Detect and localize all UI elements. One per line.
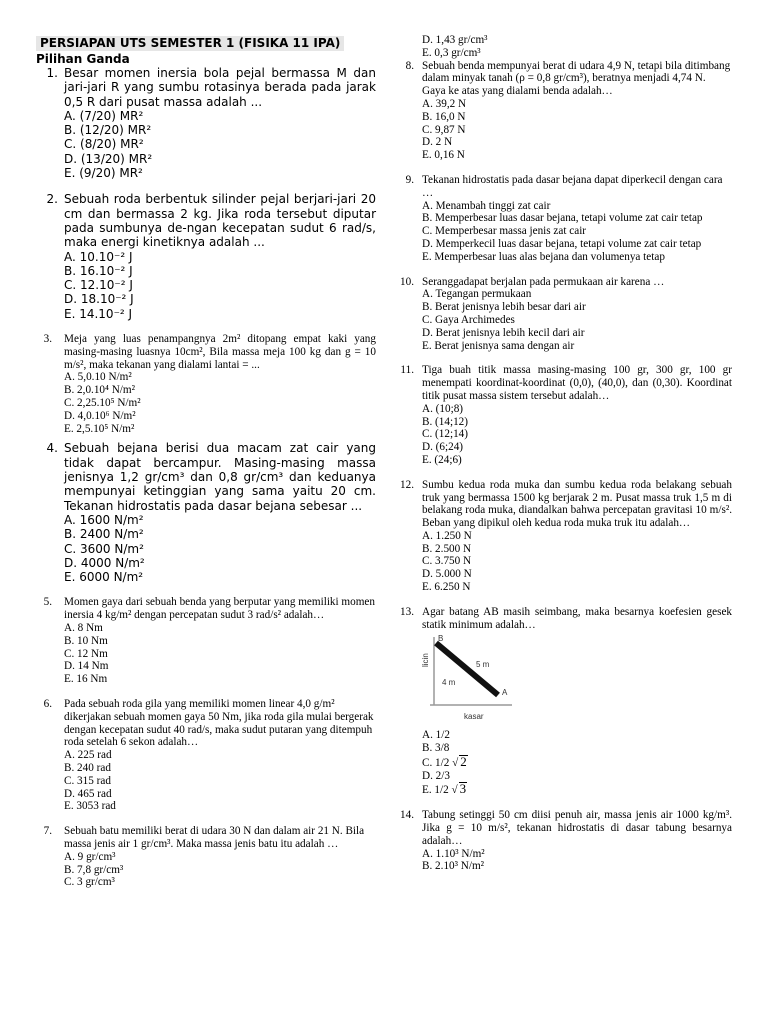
option-e[interactable]: E. Berat jenisnya sama dengan air: [422, 339, 575, 352]
option-b[interactable]: B. 2.10³ N/m²: [422, 860, 485, 873]
option-e[interactable]: [422, 782, 732, 797]
option-d[interactable]: D. 18.10⁻² J: [64, 292, 134, 307]
option-a[interactable]: A. 5,0.10 N/m²: [64, 371, 132, 384]
option-a[interactable]: A. 1.10³ N/m²: [422, 847, 485, 860]
question-number: 8.: [405, 59, 414, 72]
question-number: 13.: [400, 605, 414, 618]
right-column: [398, 34, 732, 873]
options: [422, 848, 732, 874]
question-7: [36, 825, 376, 889]
question-number: 12.: [400, 478, 414, 491]
options: [64, 109, 376, 180]
option-c[interactable]: C. (12;14): [422, 428, 468, 441]
option-a[interactable]: A. 39,2 N: [422, 97, 467, 110]
option-b[interactable]: B. 10 Nm: [64, 634, 108, 647]
question-number: 2.: [46, 192, 58, 207]
option-c[interactable]: C. 9,87 N: [422, 123, 466, 136]
option-b[interactable]: B. 7,8 gr/cm³: [64, 863, 124, 876]
option-d[interactable]: D. 14 Nm: [64, 660, 109, 673]
question-number: 9.: [405, 173, 414, 186]
option-a[interactable]: A. Menambah tinggi zat cair: [422, 199, 551, 212]
question-text: Besar momen inersia bola pejal bermassa M dan jari-jari R yang sumbu rotasinya berada pada jarak 0,5 R dari pusat massa adalah ...: [64, 66, 376, 109]
question-4: [36, 441, 376, 584]
floor-label: kasar: [464, 712, 484, 722]
question-14: [398, 809, 732, 873]
option-c[interactable]: C. 3600 N/m²: [64, 541, 144, 556]
length-5m-label: 5 m: [476, 660, 490, 670]
options: [422, 729, 732, 797]
option-c[interactable]: C. Memperbesar massa jenis zat cair: [422, 225, 587, 238]
question-text: Agar batang AB masih seimbang, maka besarnya koefesien gesek statik minimum adalah…: [422, 605, 732, 631]
option-c[interactable]: C. 3 gr/cm³: [64, 876, 115, 889]
question-text: Meja yang luas penampangnya 2m² ditopang empat kaki yang masing-masing luasnya 10cm², Bila massa meja 100 kg dan g = 10 m/s², maka tekanan yang dialami lantai = ...: [64, 333, 376, 371]
sqrt-icon: √: [452, 756, 459, 769]
ladder-diagram: [420, 633, 520, 725]
options: [64, 513, 376, 584]
question-number: 5.: [43, 596, 52, 609]
option-c[interactable]: [422, 755, 732, 770]
option-b[interactable]: B. 16.10⁻² J: [64, 263, 133, 278]
question-text: Pada sebuah roda gila yang memiliki momen linear 4,0 g/m² dikerjakan sebuah momen gaya 50 Nm, jika roda gila mulai bergerak dengan kecepatan sudut 40 rad/s, maka sudut putaran yang ditempuh roda setelah 6 sekon adalah…: [64, 697, 374, 749]
option-c[interactable]: C. (8/20) MR²: [64, 137, 144, 152]
length-4m-label: 4 m: [442, 678, 456, 688]
question-5: [36, 596, 376, 686]
option-a[interactable]: A. 1600 N/m²: [64, 512, 144, 527]
question-number: 1.: [46, 66, 58, 80]
option-b[interactable]: B. Memperbesar luas dasar bejana, tetapi volume zat cair tetap: [422, 212, 703, 225]
option-b[interactable]: B. (14;12): [422, 415, 468, 428]
option-e[interactable]: E. Memperbesar luas alas bejana dan volumenya tetap: [422, 250, 665, 263]
sqrt-value: 2: [460, 753, 467, 769]
option-e[interactable]: E. 6.250 N: [422, 581, 471, 594]
options: [422, 288, 732, 352]
options: [64, 622, 376, 686]
question-1: [36, 66, 376, 180]
option-e[interactable]: E. 0,3 gr/cm³: [422, 46, 481, 59]
question-text: Tekanan hidrostatis pada dasar bejana dapat diperkecil dengan cara …: [422, 173, 723, 199]
question-11: [398, 364, 732, 466]
option-d[interactable]: D. 1,43 gr/cm³: [422, 34, 488, 46]
option-b[interactable]: B. 2400 N/m²: [64, 527, 144, 542]
option-d[interactable]: D. Memperkecil luas dasar bejana, tetapi volume zat cair tetap: [422, 237, 702, 250]
options: [64, 250, 376, 321]
option-c[interactable]: C. Gaya Archimedes: [422, 313, 515, 326]
option-c[interactable]: C. 2,25.10⁵ N/m²: [64, 397, 141, 410]
option-a[interactable]: A. 10.10⁻² J: [64, 249, 133, 264]
question-number: 14.: [400, 809, 414, 822]
question-number: 4.: [46, 441, 58, 456]
option-d[interactable]: D. 5.000 N: [422, 568, 472, 581]
page-title: PERSIAPAN UTS SEMESTER 1 (FISIKA 11 IPA): [36, 36, 344, 51]
option-a[interactable]: A. 1/2: [422, 729, 450, 742]
question-text: Sebuah batu memiliki berat di udara 30 N dan dalam air 21 N. Bila massa jenis air 1 gr/cm³. Maka massa jenis batu itu adalah …: [64, 825, 365, 850]
question-text: Tiga buah titik massa masing-masing 100 gr, 300 gr, 100 gr menempati koordinat-koordinat (0,0), (40,0), dan (0,30). Koordinat titik pusat massa sistem tersebut adalah…: [422, 364, 732, 402]
options: [64, 851, 376, 889]
option-e[interactable]: E. 6000 N/m²: [64, 570, 144, 585]
option-e[interactable]: E. 0,16 N: [422, 149, 465, 162]
point-b-label: B: [438, 634, 444, 644]
section-title: Pilihan Ganda: [36, 52, 130, 66]
option-c[interactable]: C. 3.750 N: [422, 555, 472, 568]
sqrt-value: 3: [459, 781, 467, 797]
option-a[interactable]: A. 9 gr/cm³: [64, 850, 116, 863]
question-text: Momen gaya dari sebuah benda yang berputar yang memiliki momen inersia 4 kg/m² dengan percepatan sudut 3 rad/s² adalah…: [64, 596, 375, 622]
option-e[interactable]: E. 16 Nm: [64, 673, 108, 686]
question-number: 6.: [43, 697, 52, 710]
question-text: Sebuah bejana berisi dua macam zat cair yang tidak dapat bercampur. Masing-masing massa jenisnya 1,2 gr/cm³ dan 0,8 gr/cm³ dan keduanya mempunyai ketinggian yang sama yaitu 20 cm. Tekanan hidrostatis pada dasar bejana sebesar ...: [64, 441, 376, 513]
options: [422, 530, 732, 594]
option-a[interactable]: A. 8 Nm: [64, 621, 103, 634]
option-e[interactable]: E. (9/20) MR²: [64, 166, 143, 181]
option-d[interactable]: D. Berat jenisnya lebih kecil dari air: [422, 326, 585, 339]
option-d[interactable]: D. 2 N: [422, 136, 453, 149]
question-text: Sebuah benda mempunyai berat di udara 4,9 N, tetapi bila ditimbang dalam minyak tanah (ρ = 0,8 gr/cm³), beratnya menjadi 4,74 N. Gaya ke atas yang dialami benda adalah…: [422, 59, 731, 98]
left-column: [36, 34, 376, 889]
question-13: [398, 606, 732, 797]
question-8: [398, 60, 732, 162]
continued-options: [422, 34, 732, 60]
question-text: Seranggadapat berjalan pada permukaan air karena …: [422, 275, 665, 288]
option-e[interactable]: E. (24;6): [422, 453, 462, 466]
wall-label: licin: [421, 653, 430, 668]
option-e[interactable]: E. 14.10⁻² J: [64, 306, 133, 321]
option-b[interactable]: B. (12/20) MR²: [64, 123, 152, 138]
options: [64, 371, 376, 435]
option-a[interactable]: A. 225 rad: [64, 749, 112, 762]
option-a[interactable]: A. 1.250 N: [422, 529, 472, 542]
option-d[interactable]: D. 465 rad: [64, 787, 112, 800]
option-a[interactable]: A. Tegangan permukaan: [422, 288, 532, 301]
option-e[interactable]: E. 2,5.10⁵ N/m²: [64, 422, 135, 435]
question-9: [398, 174, 732, 264]
question-text: Sumbu kedua roda muka dan sumbu kedua roda belakang sebuah truk yang bermassa 1500 kg berjarak 2 m. Pusat massa truk 1,5 m di belakang roda muka, diandalkan bahwa percepatan gravitasi 10 m/s². Beban yang dipikul oleh kedua roda muka truk itu adalah…: [422, 478, 732, 530]
question-12: [398, 479, 732, 594]
option-b[interactable]: B. 2,0.10⁴ N/m²: [64, 384, 135, 397]
question-6: [36, 698, 376, 813]
options: [64, 749, 376, 813]
option-e-text: E. 1/2: [422, 784, 449, 797]
option-b[interactable]: B. 2.500 N: [422, 542, 472, 555]
option-e[interactable]: E. 3053 rad: [64, 800, 116, 813]
question-3: [36, 333, 376, 435]
sqrt-icon: √: [451, 784, 458, 797]
option-a[interactable]: A. (7/20) MR²: [64, 108, 144, 123]
question-number: 10.: [400, 275, 414, 288]
question-number: 7.: [43, 825, 52, 838]
options: [422, 200, 732, 264]
option-b[interactable]: B. 16,0 N: [422, 110, 466, 123]
question-text: Sebuah roda berbentuk silinder pejal berjari-jari 20 cm dan bermassa 2 kg. Jika roda tersebut diputar pada sumbunya de-ngan kecepatan sudut 6 rad/s, maka energi kinetiknya adalah ...: [64, 192, 376, 250]
options: [422, 98, 732, 162]
option-a[interactable]: A. (10;8): [422, 402, 464, 415]
question-text: Tabung setinggi 50 cm diisi penuh air, massa jenis air 1000 kg/m³. Jika g = 10 m/s², tekanan hidrostatis di dasar tabung besarnya adalah…: [422, 809, 732, 847]
option-c[interactable]: C. 12.10⁻² J: [64, 278, 133, 293]
option-d[interactable]: D. (13/20) MR²: [64, 151, 153, 166]
question-10: [398, 276, 732, 353]
option-b[interactable]: B. Berat jenisnya lebih besar dari air: [422, 301, 586, 314]
point-a-label: A: [502, 688, 508, 698]
question-2: [36, 192, 376, 321]
option-c[interactable]: C. 12 Nm: [64, 647, 108, 660]
option-b[interactable]: B. 240 rad: [64, 761, 111, 774]
options: [422, 403, 732, 467]
option-c[interactable]: C. 315 rad: [64, 774, 111, 787]
option-b[interactable]: B. 3/8: [422, 742, 450, 755]
question-number: 11.: [400, 364, 414, 377]
option-d[interactable]: D. (6;24): [422, 441, 464, 454]
option-c-text: C. 1/2: [422, 756, 450, 769]
option-d[interactable]: D. 2/3: [422, 769, 450, 782]
option-d[interactable]: D. 4000 N/m²: [64, 555, 145, 570]
question-number: 3.: [43, 333, 52, 346]
option-d[interactable]: D. 4,0.10⁶ N/m²: [64, 409, 136, 422]
